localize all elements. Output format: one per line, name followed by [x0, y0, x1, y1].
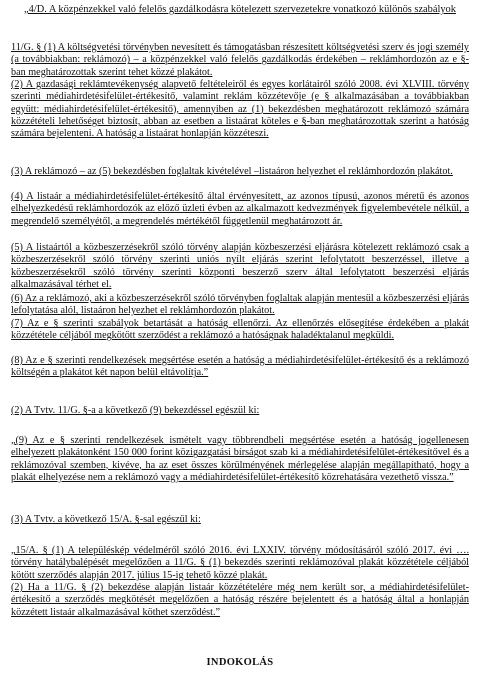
paragraph-11g-5: (5) A listaártól a közbeszerzésekről szóló törvény alapján közbeszerzési eljárásra kötelezett reklámozó csak a közbeszerzésekről szóló törvény szerinti uniós nyílt eljárás szerint lefolytatott beszerzéssel, illetve a közbeszerzésekről szóló törvény szerinti központi beszerző szerv által lefolytatott beszerzési eljárás alkalmazásával térhet el.: [11, 242, 469, 290]
paragraph-11g-7: (7) Az e § szerinti szabályok betartását a hatóság ellenőrzi. Az ellenőrzés elősegítése érdekében a plakát közzététele céljából megkötött szerződést a reklámozó a hatóságnak haladéktalanul megküldi.: [11, 318, 469, 342]
paragraph-11g-8: (8) Az e § szerinti rendelkezések megsértése esetén a hatóság a médiahirdetésifelület-értékesítő és a reklámozó költségén a plakátot két napon belül eltávolítja.”: [11, 355, 469, 379]
paragraph-15a-2: (2) Ha a 11/G. § (2) bekezdése alapján listaár közzétételére még nem került sor, a médiahirdetésifelület-értékesítő a szerződés megkötését megelőzően a hatóság részére bejelentett és a hatóság által a honlapján közzétett listaár alkalmazásával köthet szerződést.”: [11, 582, 469, 618]
heading-indokolas: INDOKOLÁS: [206, 657, 274, 668]
section-title: „4/D. A közpénzekkel való felelős gazdálkodásra kötelezett szervezetekre vonatkozó különös szabályok: [24, 4, 456, 15]
amendment-2-intro: (2) A Tvtv. 11/G. §-a a következő (9) bekezdéssel egészül ki:: [11, 405, 260, 416]
paragraph-11g-1: 11/G. § (1) A költségvetési törvényben nevesített és támogatásban részesített költségvetési szerv és jogi személy (a továbbiakban: reklámozó) – a közpénzekkel való felelős gazdálkodás érdekében – reklámhordozón az e §-ban meghatározottak szerint tehet közzé plakátot.: [11, 42, 469, 78]
amendment-3-intro: (3) A Tvtv. a következő 15/A. §-sal egészül ki:: [11, 514, 201, 525]
paragraph-11g-3: (3) A reklámozó – az (5) bekezdésben foglaltak kivételével –listaáron helyezhet el reklámhordozón plakátot.: [11, 166, 453, 177]
paragraph-11g-4: (4) A listaár a médiahirdetésifelület-értékesítő által érvényesített, az azonos típusú, azonos méretű és azonos elhelyezkedésű reklámhordozók az előző üzleti évben az alkalmazott kedvezmények figyelembevétele nélkül, a megrendelő személyétől, a megrendelés mértékétől függetlenül meghatározott ár.: [11, 191, 469, 227]
paragraph-15a-1: „15/A. § (1) A településkép védelméről szóló 2016. évi LXXIV. törvény módosításáról szóló 2017. évi …. törvény hatálybalépését megelőzően a 11/G. § (1) bekezdés szerinti reklámozóval plakát közzététele céljából kötött szerződés alapján 2017. július 15-ig tehető közzé plakát.: [11, 545, 469, 581]
amendment-2-text: „(9) Az e § szerinti rendelkezések ismételt vagy többrendbeli megsértése esetén a hatóság jogellenesen elhelyezett plakátonként 150 000 forint közigazgatási bírságot szab ki a médiahirdetésifelület-értékesítővel és a reklámozóval szemben, kivéve, ha az eset összes körülményének mérlegelése alapján megállapítható, hogy a plakát elhelyezése nem a reklámozó vagy a médiahirdetésifelület-értékesítő közrehatására vezethető vissza.”: [11, 435, 469, 483]
paragraph-11g-6: (6) Az a reklámozó, aki a közbeszerzésekről szóló törvényben foglaltak alapján mentesül a közbeszerzési eljárás lefolytatása alól, listaáron helyezhet el reklámhordozón plakátot.: [11, 293, 469, 317]
paragraph-11g-2: (2) A gazdasági reklámtevékenység alapvető feltételeiről és egyes korlátairól szóló 2008. évi XLVIII. törvény szerinti médiahirdetésifelület-értékesítő, valamint reklám közzétevője (e § alkalmazásában a továbbiakban együtt: médiahirdetésifelület-értékesítő), amennyiben az (1) bekezdésben meghatározott reklámozó számára közzétételi lehetőséget biztosít, abban az esetben a listaárat köteles e §-ban meghatározottak szerint a hatóság számára bejelenteni. A hatóság a listaárat honlapján közzéteszi.: [11, 79, 469, 140]
